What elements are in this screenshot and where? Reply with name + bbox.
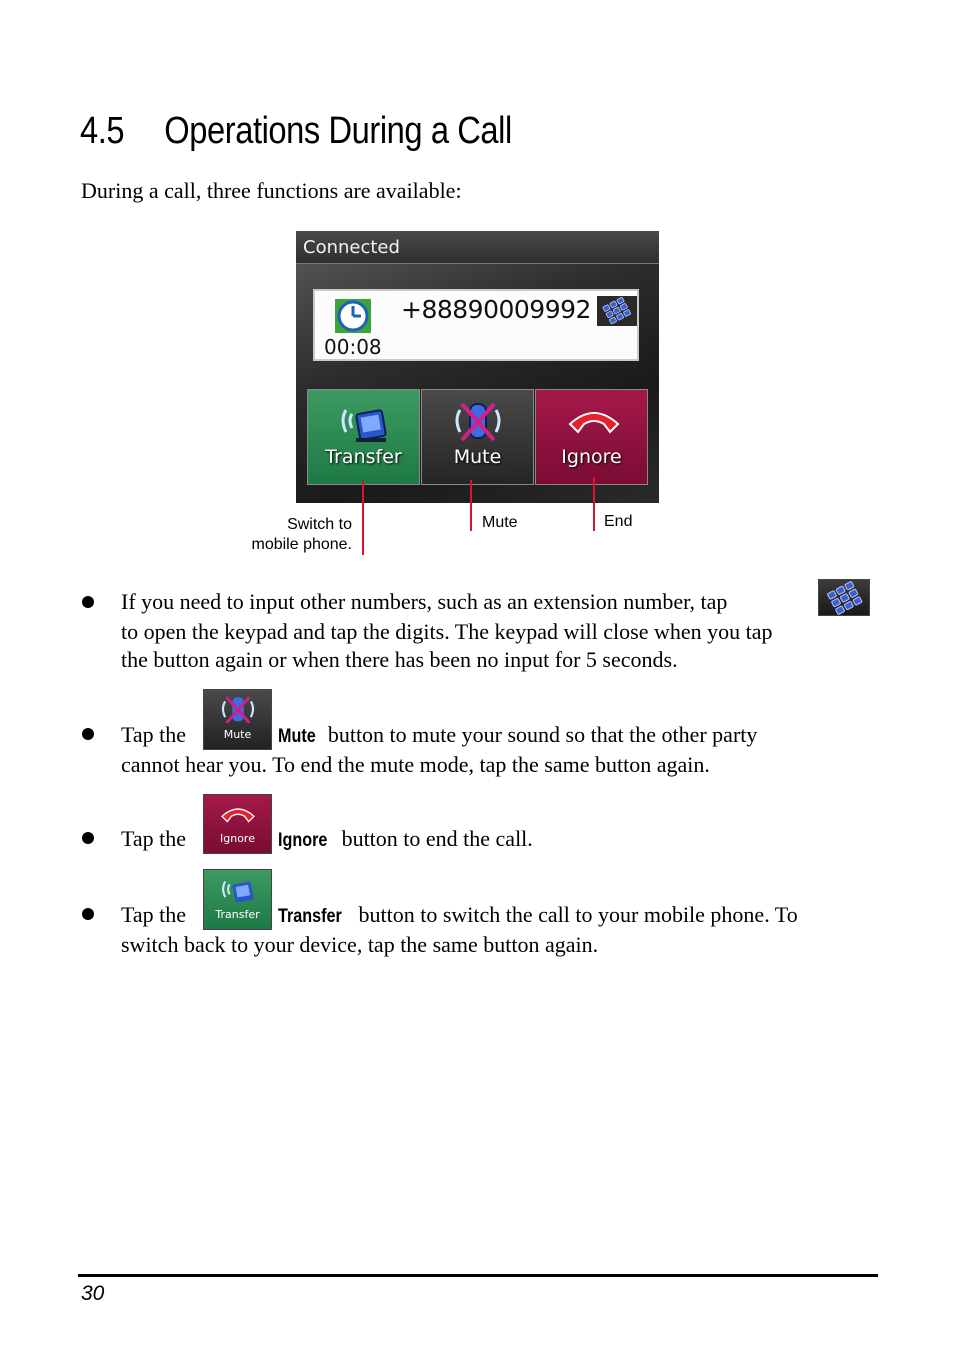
section-heading (80, 110, 512, 153)
mute-label: Mute (453, 446, 502, 468)
keypad-icon (818, 579, 870, 616)
ignore-button-icon (203, 794, 272, 854)
bullet-mute-post: button to mute your sound so that the other party (327, 722, 758, 747)
bullet-keypad-line1: If you need to input other numbers, such as an extension number, tap (121, 589, 728, 614)
bullet-marker (82, 908, 94, 920)
call-info-box (313, 289, 639, 361)
callout-transfer-line2: mobile phone. (251, 536, 352, 553)
callout-line-mute (470, 480, 472, 531)
ignore-term: Ignore (278, 830, 328, 851)
bullet-mute-line1 (278, 720, 757, 751)
mute-button[interactable] (421, 389, 534, 485)
mute-button-icon (203, 689, 272, 750)
mute-icon (450, 398, 506, 446)
footer-rule (78, 1274, 878, 1277)
bullet-marker (82, 728, 94, 740)
bullet-transfer-line1 (278, 900, 798, 931)
transfer-label: Transfer (325, 446, 402, 468)
keypad-icon[interactable] (597, 296, 637, 326)
bullet-marker (82, 832, 94, 844)
ignore-icon-label: Ignore (220, 832, 255, 845)
bullet-ignore-line1 (278, 824, 533, 855)
bullet-transfer-post: button to switch the call to your mobile phone. To (358, 902, 798, 927)
bullet-transfer-line2: switch back to your device, tap the same button again. (121, 932, 599, 957)
ignore-button[interactable] (535, 389, 648, 485)
page-number: 30 (81, 1282, 105, 1305)
transfer-icon-label: Transfer (215, 908, 260, 921)
bullet-keypad-line3: the button again or when there has been no input for 5 seconds. (121, 647, 678, 672)
bullet-keypad-line2: to open the keypad and tap the digits. The keypad will close when you tap (121, 619, 773, 644)
transfer-icon (336, 398, 392, 446)
bullet-mute-line2: cannot hear you. To end the mute mode, tap the same button again. (121, 752, 710, 777)
callout-line-end (593, 477, 595, 531)
call-timer: 00:08 (324, 335, 382, 359)
bullet-marker (82, 596, 94, 608)
bullet-mute-pre: Tap the (121, 722, 187, 747)
ignore-label: Ignore (561, 446, 622, 468)
callout-end: End (604, 513, 633, 530)
section-number: 4.5 (80, 110, 125, 152)
transfer-button[interactable] (307, 389, 420, 485)
mute-icon-label: Mute (223, 728, 252, 741)
mute-term: Mute (278, 726, 316, 747)
phone-number: +88890009992 (401, 295, 591, 324)
hang-up-icon (564, 398, 624, 446)
section-title: Operations During a Call (164, 110, 512, 152)
bullet-ignore-post: button to end the call. (341, 826, 533, 851)
transfer-button-icon (203, 869, 272, 930)
bullet-ignore-pre: Tap the (121, 826, 187, 851)
callout-transfer-line1: Switch to (287, 516, 352, 533)
callout-line-transfer (362, 480, 364, 555)
callout-mute: Mute (482, 514, 518, 531)
callout-transfer (230, 515, 352, 555)
intro-text: During a call, three functions are available: (81, 178, 462, 203)
call-screen-screenshot (296, 231, 659, 503)
bullet-transfer-pre: Tap the (121, 902, 187, 927)
status-bar: Connected (296, 231, 659, 264)
clock-icon (335, 299, 371, 333)
transfer-term: Transfer (278, 906, 342, 927)
